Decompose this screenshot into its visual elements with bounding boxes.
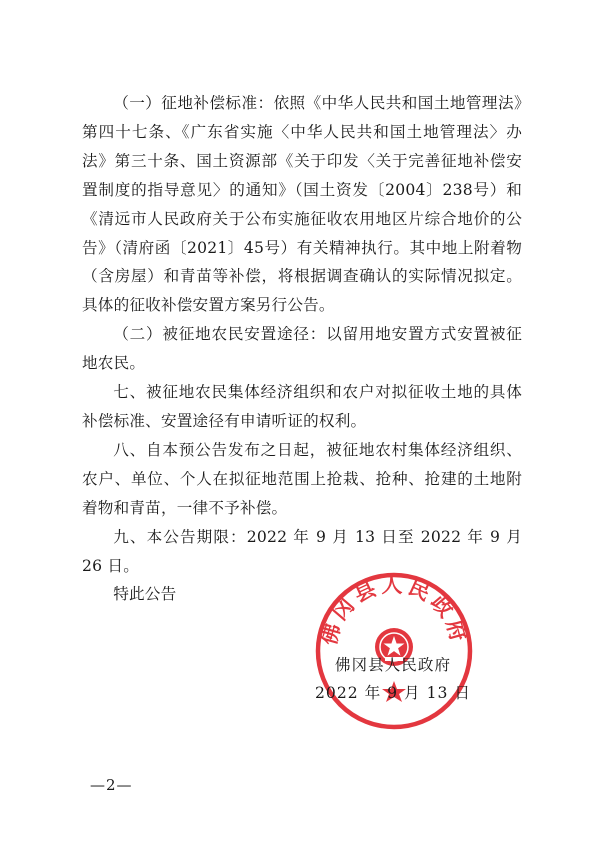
paragraph-notice-period: 九、本公告期限：2022 年 9 月 13 日至 2022 年 9 月 26 日。 [82, 527, 522, 575]
signature-block [308, 651, 478, 707]
paragraph-compensation-standard: （一）征地补偿标准：依照《中华人民共和国土地管理法》第四十七条、《广东省实施〈中华人民共和国土地管理法〉办法》第三十条、国土资源部《关于印发〈关于完善征地补偿安置制度的指导意见〉的通知》（国土资发〔2004〕238号）和《清远市人民政府关于公布实施征收农用地区片综合地价的公告》（清府函〔2021〕45号）有关精神执行。其中地上附着物（含房屋）和青苗等补偿，将根据调查确认的实际情况拟定。具体的征收补偿安置方案另行公告。 [82, 94, 522, 315]
closing-phrase: 特此公告 [113, 585, 177, 604]
issue-date: 2022 年 9 月 13 日 [314, 684, 471, 702]
paragraph-resettlement-approach: （二）被征地农民安置途径：以留用地安置方式安置被征地农民。 [82, 325, 522, 373]
issuer-name: 佛冈县人民政府 [334, 656, 452, 674]
page-number: —2— [90, 776, 133, 794]
document-body [82, 89, 522, 609]
paragraph-hearing-right: 七、被征地农民集体经济组织和农户对拟征收土地的具体补偿标准、安置途径有申请听证的权利。 [82, 383, 522, 430]
seal-arc-text: 佛冈县人民政府 [315, 571, 473, 648]
paragraph-no-compensation: 八、自本预公告发布之日起，被征地农村集体经济组织、农户、单位、个人在拟征地范围上抢栽、抢种、抢建的土地附着物和青苗，一律不予补偿。 [82, 440, 522, 517]
